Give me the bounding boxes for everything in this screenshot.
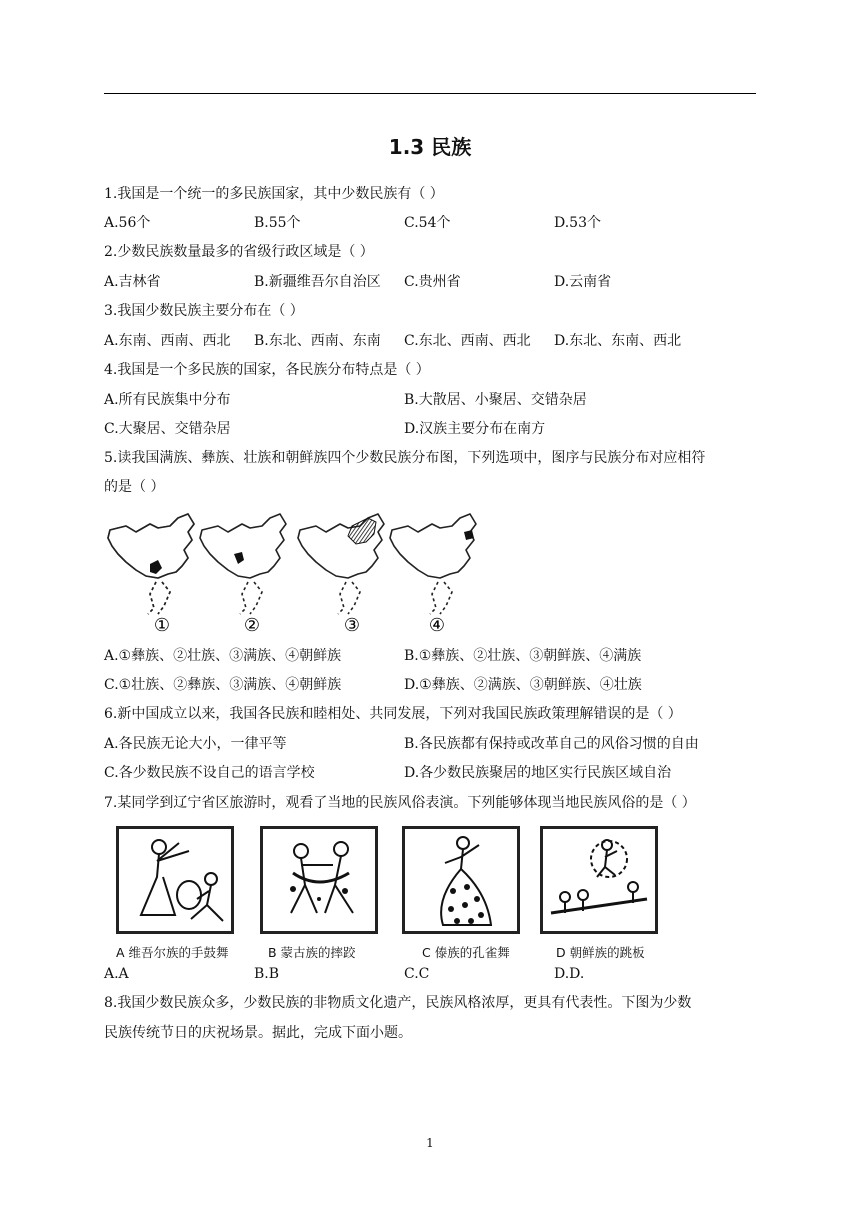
q3-option-d: D.东北、东南、西北 (554, 333, 682, 349)
korean-seesaw-illustration (543, 829, 655, 931)
q4-option-b: B.大散居、小聚居、交错杂居 (404, 392, 587, 408)
map-label-2: ② (243, 615, 261, 636)
q6-option-d: D.各少数民族聚居的地区实行民族区域自治 (404, 765, 672, 781)
q5-option-c: C.①壮族、②彝族、③满族、④朝鲜族 (104, 677, 342, 693)
ethnic-distribution-maps (100, 510, 485, 638)
q1-option-a: A.56个 (104, 215, 151, 231)
q2-option-c: C.贵州省 (404, 274, 461, 290)
dai-peacock-dance-illustration (405, 829, 517, 931)
map-2 (200, 514, 286, 614)
question-8-stem-line-2: 民族传统节日的庆祝场景。据此，完成下面小题。 (104, 1025, 412, 1041)
q7-option-d: D.D. (554, 966, 585, 982)
mongolian-wrestling-illustration (263, 829, 375, 931)
q5-option-d: D.①彝族、②满族、③朝鲜族、④壮族 (404, 677, 642, 693)
page-title: 1.3 民族 (388, 135, 472, 159)
dance-picture-c (402, 826, 520, 934)
map-4 (390, 514, 476, 614)
map-label-1: ① (153, 615, 171, 636)
question-1-stem: 1.我国是一个统一的多民族国家，其中少数民族有（ ） (104, 186, 444, 202)
question-2-stem: 2.少数民族数量最多的省级行政区域是（ ） (104, 244, 374, 260)
dance-picture-b (260, 826, 378, 934)
picture-b-caption: B 蒙古族的摔跤 (268, 945, 356, 960)
q4-option-d: D.汉族主要分布在南方 (404, 421, 546, 437)
q7-option-c: C.C (404, 966, 430, 982)
q1-option-d: D.53个 (554, 215, 601, 231)
q6-option-a: A.各民族无论大小，一律平等 (104, 736, 287, 752)
q4-option-a: A.所有民族集中分布 (104, 392, 231, 408)
q6-option-b: B.各民族都有保持或改革自己的风俗习惯的自由 (404, 736, 699, 752)
q1-option-b: B.55个 (254, 215, 301, 231)
q5-option-a: A.①彝族、②壮族、③满族、④朝鲜族 (104, 648, 342, 664)
q7-option-a: A.A (104, 966, 129, 982)
dance-picture-d (540, 826, 658, 934)
map-3 (298, 514, 384, 614)
q6-option-c: C.各少数民族不设自己的语言学校 (104, 765, 315, 781)
q3-option-b: B.东北、西南、东南 (254, 333, 381, 349)
q4-option-c: C.大聚居、交错杂居 (104, 421, 231, 437)
q3-option-c: C.东北、西南、西北 (404, 333, 531, 349)
page-number: 1 (426, 1136, 434, 1150)
q2-option-a: A.吉林省 (104, 274, 161, 290)
q2-option-d: D.云南省 (554, 274, 612, 290)
q7-option-b: B.B (254, 966, 280, 982)
picture-c-caption: C 傣族的孔雀舞 (422, 945, 510, 960)
map-1 (108, 514, 194, 614)
picture-d-caption: D 朝鲜族的跳板 (556, 945, 645, 960)
question-4-stem: 4.我国是一个多民族的国家，各民族分布特点是（ ） (104, 362, 430, 378)
question-5-stem-line-2: 的是（ ） (104, 479, 165, 495)
question-5-stem-line-1: 5.读我国满族、彝族、壮族和朝鲜族四个少数民族分布图，下列选项中，图序与民族分布对应相符 (104, 450, 706, 466)
dance-picture-a (116, 826, 234, 934)
q2-option-b: B.新疆维吾尔自治区 (254, 274, 381, 290)
picture-a-caption: A 维吾尔族的手鼓舞 (116, 945, 229, 960)
question-3-stem: 3.我国少数民族主要分布在（ ） (104, 303, 304, 319)
q1-option-c: C.54个 (404, 215, 451, 231)
map-label-4: ④ (428, 615, 446, 636)
q5-option-b: B.①彝族、②壮族、③朝鲜族、④满族 (404, 648, 642, 664)
header-rule (104, 93, 756, 94)
uyghur-drum-dance-illustration (119, 829, 231, 931)
question-8-stem-line-1: 8.我国少数民族众多，少数民族的非物质文化遗产，民族风格浓厚，更具有代表性。下图为少数 (104, 995, 692, 1011)
question-7-stem: 7.某同学到辽宁省区旅游时，观看了当地的民族风俗表演。下列能够体现当地民族风俗的是（ ） (104, 795, 696, 811)
question-6-stem: 6.新中国成立以来，我国各民族和睦相处、共同发展，下列对我国民族政策理解错误的是（ ） (104, 706, 682, 722)
map-label-3: ③ (343, 615, 361, 636)
q3-option-a: A.东南、西南、西北 (104, 333, 231, 349)
